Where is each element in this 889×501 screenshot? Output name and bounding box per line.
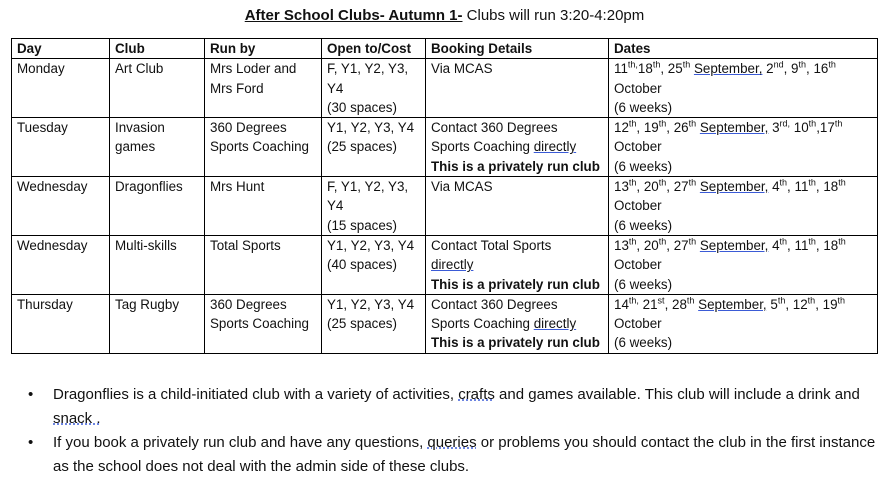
- cell-run-by: [205, 118, 322, 177]
- cell-club: [110, 118, 205, 177]
- cell-open-to: [322, 118, 426, 177]
- list-item: • Dragonflies is a child-initiated club with a variety of activities, crafts and games available. This club will include a drink and snack .: [24, 383, 879, 431]
- open-to-line: Y4: [327, 80, 344, 96]
- cell-open-to: [322, 59, 426, 118]
- private-club-note: This is a privately run club: [431, 276, 600, 292]
- cell-day: Monday: [12, 59, 110, 118]
- open-to-line: Y1, Y2, Y3, Y4: [327, 120, 415, 136]
- cell-dates: [609, 294, 878, 353]
- dates-month: October: [614, 198, 662, 214]
- cell-run-by: [205, 294, 322, 353]
- title-bold: After School Clubs- Autumn 1-: [244, 7, 463, 24]
- dates-weeks: (6 weeks): [614, 335, 673, 351]
- booking-line: directly: [431, 257, 474, 273]
- dates-line: 12th, 19th, 26th September, $3^{rd,}$ 10th,17th: [614, 118, 843, 136]
- run-by-line: Total Sports: [210, 237, 281, 253]
- open-to-line: Y1, Y2, Y3, Y4: [327, 296, 415, 312]
- dates-line: 13th, 20th, 27th September, 4th, 11th, 18th: [614, 236, 846, 253]
- run-by-line: 360 Degrees: [210, 120, 287, 136]
- dates-month: October: [614, 316, 662, 332]
- bullet-icon: •: [28, 386, 34, 403]
- dates-month: October: [614, 139, 662, 155]
- header-booking-details: Booking Details: [426, 39, 609, 59]
- run-by-line: Sports Coaching: [210, 139, 309, 155]
- booking-line: Sports Coaching directly: [431, 316, 577, 332]
- club-line: games: [115, 139, 156, 155]
- booking-line: Sports Coaching directly: [431, 139, 577, 155]
- cell-dates: [609, 118, 878, 177]
- open-to-line: Y1, Y2, Y3, Y4: [327, 237, 415, 253]
- cell-booking: [426, 235, 609, 294]
- table-row: [12, 294, 878, 353]
- cell-run-by: [205, 59, 322, 118]
- cell-club: Dragonflies: [110, 177, 205, 236]
- booking-line: Contact 360 Degrees: [431, 120, 558, 136]
- cell-club: Art Club: [110, 59, 205, 118]
- run-by-line: Mrs Loder and: [210, 61, 297, 77]
- title-rest: Clubs will run 3:20-4:20pm: [462, 7, 645, 24]
- table-row: [12, 177, 878, 236]
- cell-open-to: [322, 177, 426, 236]
- cell-booking: [426, 59, 609, 118]
- dates-line: 13th, 20th, 27th September, 4th, 11th, 18th: [614, 177, 846, 195]
- club-line: Invasion: [115, 120, 165, 136]
- cell-day: Thursday: [12, 294, 110, 353]
- notes-list: [24, 383, 879, 479]
- open-to-line: Y4: [327, 198, 344, 214]
- booking-line: Via MCAS: [431, 61, 493, 77]
- run-by-line: 360 Degrees: [210, 296, 287, 312]
- cell-booking: [426, 294, 609, 353]
- cell-dates: [609, 235, 878, 294]
- cell-open-to: [322, 235, 426, 294]
- page-title: [0, 5, 889, 27]
- cell-club: Tag Rugby: [110, 294, 205, 353]
- header-day: Day: [12, 39, 110, 59]
- header-open-to-cost: Open to/Cost: [322, 39, 426, 59]
- booking-line: Contact Total Sports: [431, 237, 552, 253]
- run-by-line: Mrs Hunt: [210, 179, 265, 195]
- table-row: [12, 118, 878, 177]
- header-run-by: Run by: [205, 39, 322, 59]
- list-item: • If you book a privately run club and have any questions, queries or problems you should contact the club in the first instance as the school does not deal with the admin side of these clubs.: [24, 431, 879, 479]
- spaces-line: (40 spaces): [327, 257, 397, 273]
- cell-booking: [426, 118, 609, 177]
- cell-day: Wednesday: [12, 177, 110, 236]
- run-by-line: Sports Coaching: [210, 316, 309, 332]
- private-club-note: This is a privately run club: [431, 158, 600, 174]
- cell-day: Wednesday: [12, 235, 110, 294]
- run-by-line: Mrs Ford: [210, 80, 264, 96]
- open-to-line: F, Y1, Y2, Y3,: [327, 179, 409, 195]
- table-row: [12, 235, 878, 294]
- spaces-line: (25 spaces): [327, 139, 397, 155]
- clubs-table: [11, 38, 878, 354]
- cell-booking: [426, 177, 609, 236]
- open-to-line: F, Y1, Y2, Y3,: [327, 61, 409, 77]
- bullet-icon: •: [28, 434, 34, 451]
- dates-month: October: [614, 80, 662, 96]
- booking-line: Via MCAS: [431, 179, 493, 195]
- dates-weeks: (6 weeks): [614, 158, 673, 174]
- cell-dates: [609, 59, 878, 118]
- booking-line: Contact 360 Degrees: [431, 296, 558, 312]
- dates-line: $11^{th,}18th$, 25th September, 2nd, 9th, 16th: [614, 59, 836, 77]
- table-row: [12, 59, 878, 118]
- spaces-line: (15 spaces): [327, 217, 397, 233]
- dates-month: October: [614, 257, 662, 273]
- table-header-row: [12, 39, 878, 59]
- cell-day: Tuesday: [12, 118, 110, 177]
- cell-dates: [609, 177, 878, 236]
- cell-run-by: [205, 235, 322, 294]
- dates-line: $14^{th,}$ 21st, 28th September, 5th, 12th, 19th: [614, 295, 846, 312]
- cell-run-by: [205, 177, 322, 236]
- private-club-note: This is a privately run club: [431, 335, 600, 351]
- spaces-line: (30 spaces): [327, 99, 397, 115]
- cell-open-to: [322, 294, 426, 353]
- header-club: Club: [110, 39, 205, 59]
- spaces-line: (25 spaces): [327, 316, 397, 332]
- dates-weeks: (6 weeks): [614, 99, 673, 115]
- dates-weeks: (6 weeks): [614, 217, 673, 233]
- header-dates: Dates: [609, 39, 878, 59]
- dates-weeks: (6 weeks): [614, 276, 673, 292]
- cell-club: Multi-skills: [110, 235, 205, 294]
